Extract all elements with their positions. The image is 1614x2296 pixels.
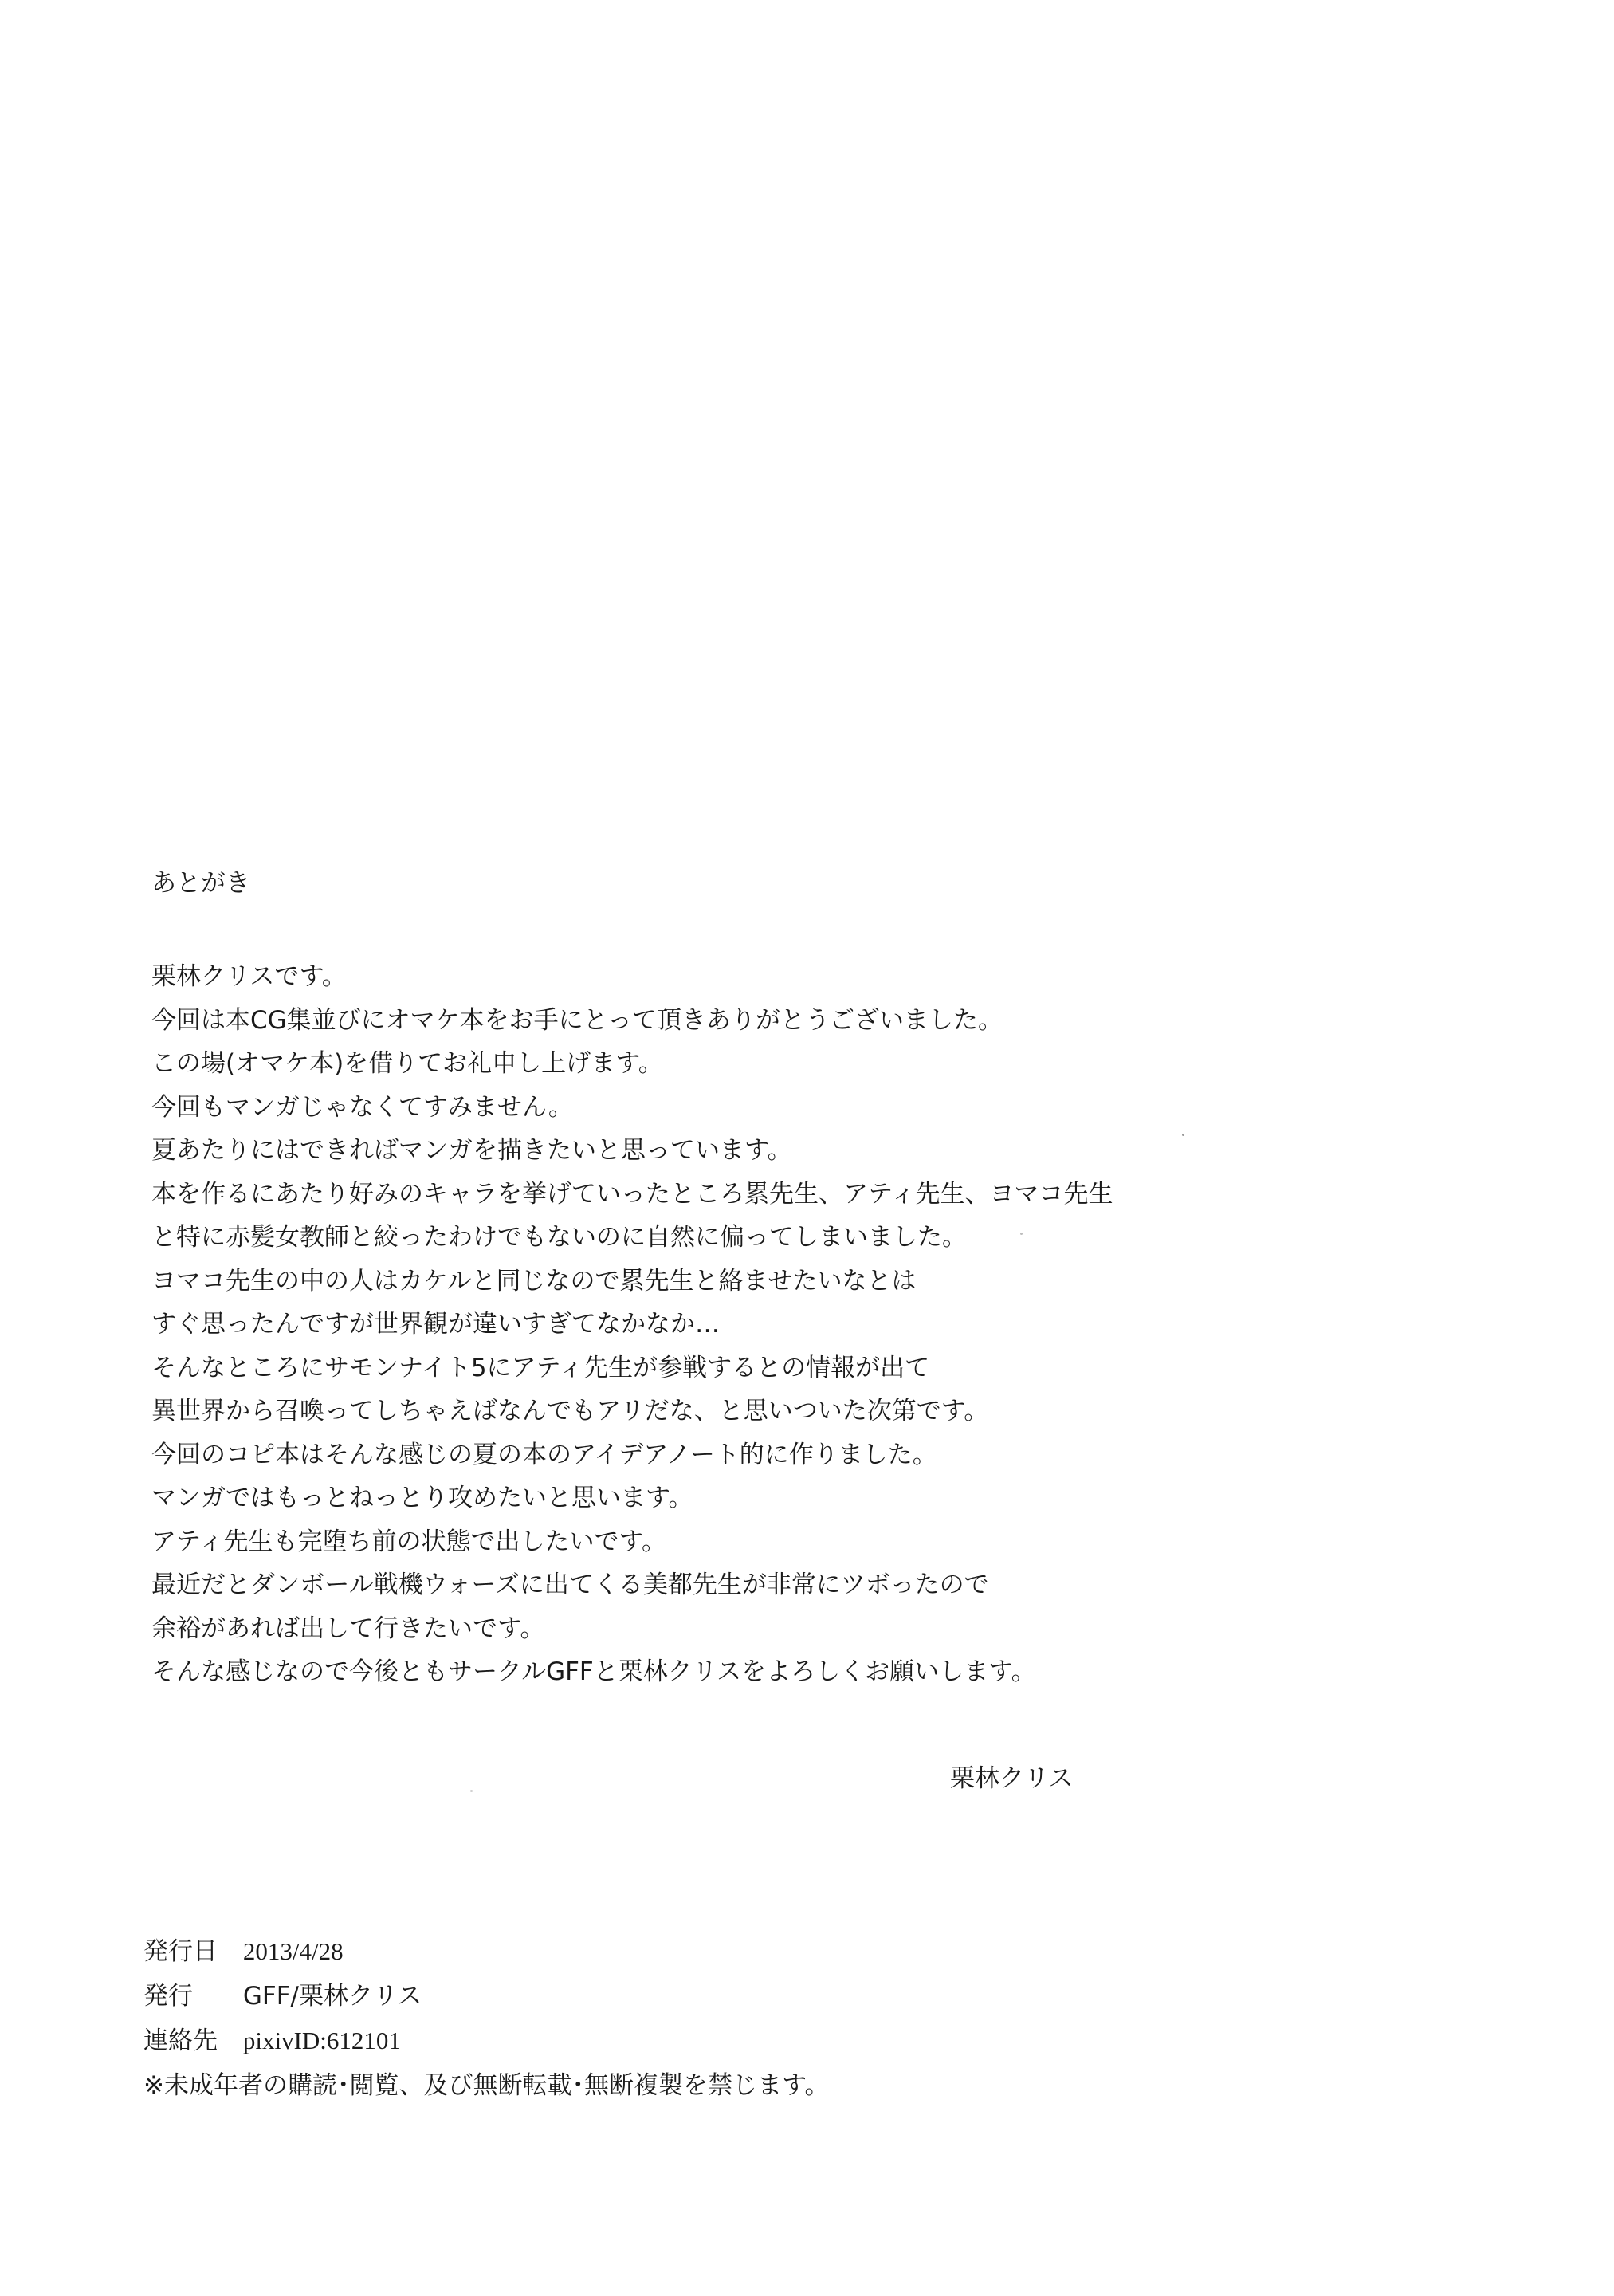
afterword-line-5: 夏あたりにはできればマンガを描きたいと思っています。 — [151, 1136, 792, 1165]
publisher-value: GFF/栗林クリス — [242, 1982, 422, 2011]
date-label: 発行日 — [143, 1937, 218, 1966]
publisher-label: 発行 — [143, 1982, 193, 2011]
afterword-line-14: アティ先生も完堕ち前の状態で出したいです。 — [151, 1527, 667, 1556]
scan-speck — [470, 1790, 473, 1792]
afterword-line-3: この場(オマケ本)を借りてお礼申し上げます。 — [151, 1049, 663, 1078]
scan-speck — [1020, 1233, 1023, 1235]
afterword-line-11: 異世界から召喚ってしちゃえばなんでもアリだな、と思いついた次第です。 — [151, 1397, 989, 1425]
afterword-line-1: 栗林クリスです。 — [151, 962, 347, 991]
afterword-line-15: 最近だとダンボール戦機ウォーズに出てくる美都先生が非常にツボったので — [151, 1571, 989, 1599]
scan-speck — [1182, 1134, 1184, 1136]
afterword-line-4: 今回もマンガじゃなくてすみません。 — [151, 1092, 573, 1122]
afterword-heading: あとがき — [151, 869, 250, 898]
afterword-line-12: 今回のコピ本はそんな感じの夏の本のアイデアノート的に作りました。 — [151, 1440, 937, 1469]
colophon-publisher-row — [143, 1974, 830, 2019]
afterword-line-16: 余裕があれば出して行きたいです。 — [151, 1614, 545, 1643]
afterword-line-6: 本を作るにあたり好みのキャラを挙げていったところ累先生、アティ先生、ヨマコ先生 — [151, 1179, 1113, 1209]
copyright-notice: ※未成年者の購読･閲覧、及び無断転載･無断複製を禁じます。 — [143, 2071, 830, 2100]
colophon-date-row — [143, 1929, 830, 1974]
afterword-line-17: そんな感じなので今後ともサークルGFFと栗林クリスをよろしくお願いします。 — [151, 1657, 1036, 1686]
afterword-line-2: 今回は本CG集並びにオマケ本をお手にとって頂きありがとうございました。 — [151, 1005, 1003, 1035]
author-signature: 栗林クリス — [950, 1764, 1074, 1793]
colophon — [143, 1929, 830, 2108]
contact-value: pixivID:612101 — [242, 2027, 401, 2054]
afterword-line-10: そんなところにサモンナイト5にアティ先生が参戦するとの情報が出て — [151, 1353, 930, 1382]
afterword-line-8: ヨマコ先生の中の人はカケルと同じなので累先生と絡ませたいなとは — [151, 1266, 917, 1295]
date-value: 2013/4/28 — [242, 1937, 344, 1965]
afterword-line-13: マンガではもっとねっとり攻めたいと思います。 — [151, 1484, 693, 1512]
colophon-contact-row — [143, 2019, 830, 2063]
afterword-line-7: と特に赤髪女教師と絞ったわけでもないのに自然に偏ってしまいました。 — [151, 1223, 967, 1252]
afterword-body — [151, 955, 1113, 1694]
contact-label: 連絡先 — [143, 2027, 218, 2055]
afterword-line-9: すぐ思ったんですが世界観が違いすぎてなかなか… — [151, 1310, 720, 1339]
